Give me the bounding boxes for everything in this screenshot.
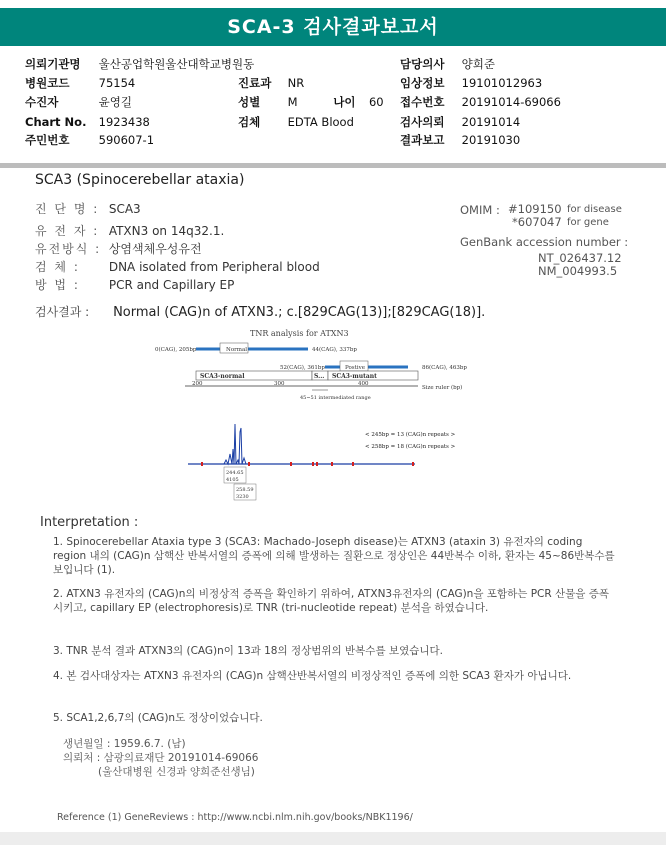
omim-disease-id: #109150 [508, 202, 562, 216]
normal-text: Normal [226, 347, 248, 353]
tick-300: 300 [274, 381, 285, 387]
genbank-acc-2: NM_004993.5 [538, 264, 618, 278]
tnr-analysis-figure [140, 324, 490, 504]
label-86cag: 86(CAG), 463bp [422, 365, 467, 371]
dept-value: NR [287, 76, 305, 90]
field-label: 유 전 자 : [35, 224, 100, 238]
id-value: 590607-1 [98, 133, 155, 147]
field-diagnosis [35, 200, 141, 217]
chart-value: 1923438 [98, 115, 150, 129]
field-value: PCR and Capillary EP [108, 278, 235, 292]
figure-title: TNR analysis for ATXN3 [250, 329, 349, 338]
tick-200: 200 [192, 381, 203, 387]
field-method [35, 276, 234, 293]
document-title: SCA3 (Spinocerebellar ataxia) [35, 172, 245, 188]
field-label: 방 법 : [35, 278, 80, 292]
result-value: Normal (CAG)n of ATXN3.; c.[829CAG(13)];[829CAG(18)]. [113, 305, 486, 320]
receipt-row [400, 94, 561, 111]
specimen-label: 검체 [238, 115, 261, 129]
interpretation-paragraph-3: 3. TNR 분석 결과 ATXN3의 (CAG)n이 13과 18의 정상범위의 반복수를 보였습니다. [53, 645, 443, 657]
peak-2-height: 3230 [236, 494, 249, 500]
interpretation-paragraph-4: 4. 본 검사대상자는 ATXN3 유전자의 (CAG)n 삼핵산반복서열의 비정상적인 증폭에 의한 SCA3 환자가 아닙니다. [53, 670, 572, 682]
intermediate-label: 45~51 intermediated range [300, 395, 371, 401]
report-value: 20191030 [461, 133, 521, 147]
genbank-acc-1: NT_026437.12 [538, 251, 622, 265]
reference-line: Reference (1) GeneReviews : http://www.ncbi.nlm.nih.gov/books/NBK1196/ [57, 812, 413, 823]
repeat-annotation-2: < 258bp = 18 (CAG)n repeats > [365, 444, 456, 450]
request-value: 20191014 [461, 115, 521, 129]
header-divider [0, 163, 666, 168]
receipt-value: 20191014-69066 [461, 95, 561, 109]
result-label: 검사결과 : [35, 305, 90, 319]
sex-value: M [287, 95, 298, 109]
request-row [400, 114, 520, 131]
requester-detail-line: (울산대병원 신경과 양희준선생님) [98, 766, 255, 778]
omim-gene-id: *607047 [512, 215, 562, 229]
interpretation-paragraph-1: 1. Spinocerebellar Ataxia type 3 (SCA3: Machado-Joseph disease)는 ATXN3 (ataxin 3) 유전자의 coding region 내의 (CAG)n 삼핵산 반복서열의 증폭에 의해 발생하는 질환으로 정상인은 44반복수 이하, 환자는 45~86반복수를 보입니다 (1). [53, 536, 615, 576]
interpretation-paragraph-2: 2. ATXN3 유전자의 (CAG)n의 비정상적 증폭을 확인하기 위하여, ATXN3유전자의 (CAG)n을 포함하는 PCR 산물을 증폭시키고, capillary EP (electrophoresis)로 TNR (tri-nucleotide repeat) 분석을 하였습니다. [53, 588, 610, 614]
postive-text: Postive [345, 365, 365, 371]
sex-label: 성별 [238, 95, 261, 109]
omim-gene-note: for gene [567, 217, 609, 228]
repeat-annotation-1: < 245bp = 13 (CAG)n repeats > [365, 432, 456, 438]
field-value: 상염색체우성유전 [108, 242, 202, 256]
field-value: SCA3 [108, 202, 141, 216]
sex-age-row [238, 94, 384, 111]
hospital-code-row [25, 75, 135, 92]
peak-1-height: 4105 [226, 477, 239, 483]
footer-band [0, 832, 666, 845]
patient-row [25, 94, 132, 111]
field-gene [35, 222, 224, 239]
report-label: 결과보고 [400, 133, 445, 147]
size-ruler-label: Size ruler (bp) [422, 385, 463, 391]
clinical-value: 19101012963 [461, 76, 543, 90]
interpretation-title: Interpretation : [40, 515, 139, 530]
chart-row [25, 114, 150, 131]
requester-line: 의뢰처 : 삼광의료재단 20191014-69066 [63, 752, 259, 764]
field-label: 유전방식 : [35, 242, 102, 256]
peak-1-size: 244.65 [226, 470, 244, 476]
specimen-value: EDTA Blood [287, 115, 354, 129]
clinical-row [400, 75, 542, 92]
dept-label: 진료과 [238, 76, 272, 90]
label-52cag: 52(CAG), 361bp [280, 365, 325, 371]
genbank-label: GenBank accession number : [460, 235, 629, 249]
omim-disease-note: for disease [567, 204, 622, 215]
sca3-s-text: S... [314, 373, 325, 380]
field-inheritance [35, 240, 202, 257]
doctor-value: 양희준 [461, 57, 495, 71]
label-0cag: 0(CAG), 205bp [155, 347, 197, 353]
omim-label: OMIM : [460, 203, 500, 217]
field-value: DNA isolated from Peripheral blood [108, 260, 320, 274]
interpretation-paragraph-5: 5. SCA1,2,6,7의 (CAG)n도 정상이었습니다. [53, 712, 263, 724]
electropherogram-peaks [224, 424, 246, 464]
age-value: 60 [368, 95, 384, 109]
specimen-row [238, 114, 354, 131]
hospital-code-label: 병원코드 [25, 76, 70, 90]
request-label: 검사의뢰 [400, 115, 445, 129]
report-row [400, 132, 520, 149]
id-row [25, 132, 154, 149]
tick-400: 400 [358, 381, 369, 387]
receipt-label: 접수번호 [400, 95, 445, 109]
field-label: 검 체 : [35, 260, 80, 274]
sca3-mutant-text: SCA3-mutant [332, 373, 377, 380]
label-44cag: 44(CAG), 337bp [312, 347, 357, 353]
field-specimen [35, 258, 320, 275]
report-title: SCA-3 검사결과보고서 [0, 8, 666, 46]
dept-row [238, 75, 304, 92]
peak-2-size: 258.59 [236, 487, 254, 493]
clinical-label: 임상정보 [400, 76, 445, 90]
institution-value: 울산공업학원울산대학교병원동 [98, 57, 255, 71]
field-value: ATXN3 on 14q32.1. [108, 224, 225, 238]
doctor-row [400, 56, 495, 73]
patient-value: 윤영길 [98, 95, 132, 109]
doctor-label: 담당의사 [400, 57, 445, 71]
field-label: 진 단 명 : [35, 202, 100, 216]
institution-label: 의뢰기관명 [25, 57, 81, 71]
chart-label: Chart No. [25, 115, 87, 129]
birthdate-line: 생년월일 : 1959.6.7. (남) [63, 738, 186, 750]
id-label: 주민번호 [25, 133, 70, 147]
institution-row [25, 56, 254, 73]
hospital-code-value: 75154 [98, 76, 136, 90]
test-result [35, 303, 485, 320]
sca3-normal-text: SCA3-normal [200, 373, 245, 380]
patient-label: 수진자 [25, 95, 59, 109]
age-label: 나이 [333, 95, 356, 109]
